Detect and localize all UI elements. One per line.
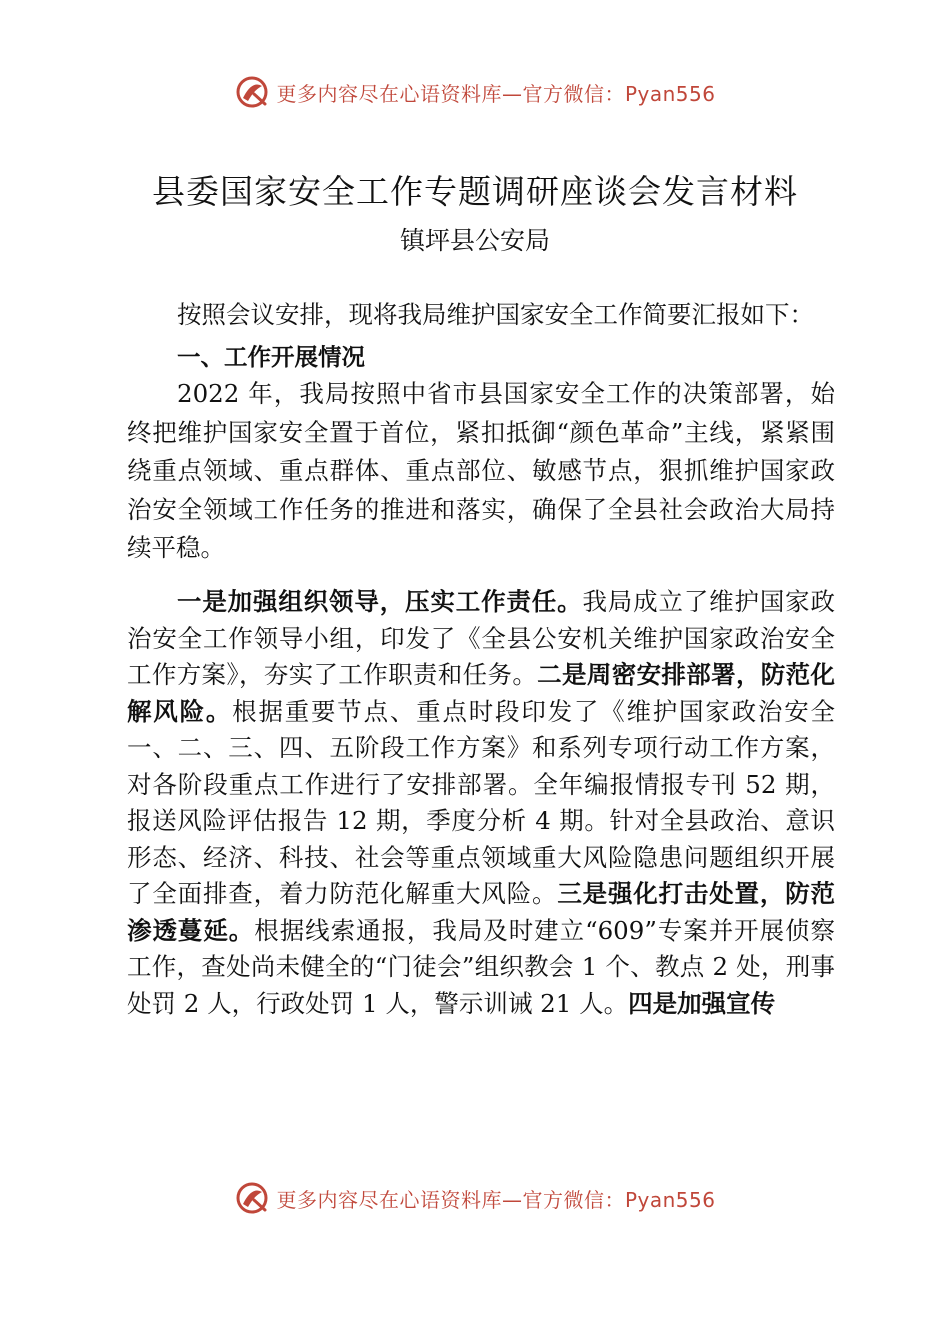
- paragraph-text-3: 根据线索通报，我局及时建立“609”专案并开展侦察工作，查处尚未健全的“门徒会”组织教会 1 个、教点 2 处，刑事处罚 2 人，行政处罚 1 人，警示训诫 21 人。: [127, 915, 836, 1018]
- bold-lead-2: 二是周密安排部署，防范化解风险。: [127, 660, 836, 726]
- watermark-banner-bottom: [0, 1178, 950, 1218]
- paragraph-text-2: 根据重要节点、重点时段印发了《维护国家政治安全一、二、三、四、五阶段工作方案》和系列专项行动工作方案，对各阶段重点工作进行了安排部署。全年编报情报专刊 52 期，报送风险评估报告 12 期，季度分析 4 期。针对全县政治、意识形态、经济、科技、社会等重点领域重大风险隐患问题组织开展了全面排查，着力防范化解重大风险。: [127, 696, 835, 908]
- logo-icon: [234, 1180, 270, 1216]
- document-title: 县委国家安全工作专题调研座谈会发言材料: [152, 172, 798, 211]
- bold-lead-1: 一是加强组织领导，压实工作责任。: [177, 587, 583, 616]
- watermark-banner-top: [0, 72, 950, 112]
- watermark-text: 更多内容尽在心语资料库—官方微信：Pyan556: [276, 1187, 716, 1212]
- watermark-text: 更多内容尽在心语资料库—官方微信：Pyan556: [276, 81, 716, 106]
- bold-lead-4: 四是加强宣传: [628, 988, 776, 1018]
- paragraph-text-1: 我局成立了维护国家政治安全工作领导小组，印发了《全县公安机关维护国家政治安全工作方案》，夯实了工作职责和任务。: [127, 587, 836, 689]
- section-heading: 一、工作开展情况: [177, 343, 365, 371]
- body-paragraph-1: 2022 年，我局按照中省市县国家安全工作的决策部署，始终把维护国家安全置于首位，紧扣抵御“颜色革命”主线，紧紧围绕重点领域、重点群体、重点部位、敏感节点，狠抓维护国家政治安全领域工作任务的推进和落实，确保了全县社会政治大局持续平稳。: [127, 379, 835, 562]
- document-subtitle: 镇坪县公安局: [399, 226, 550, 255]
- bold-lead-3: 三是强化打击处置，防范渗透蔓延。: [127, 879, 836, 945]
- logo-icon: [234, 74, 270, 110]
- intro-paragraph: 按照会议安排，现将我局维护国家安全工作简要汇报如下：: [177, 300, 814, 329]
- body-paragraph-2: [127, 584, 835, 1022]
